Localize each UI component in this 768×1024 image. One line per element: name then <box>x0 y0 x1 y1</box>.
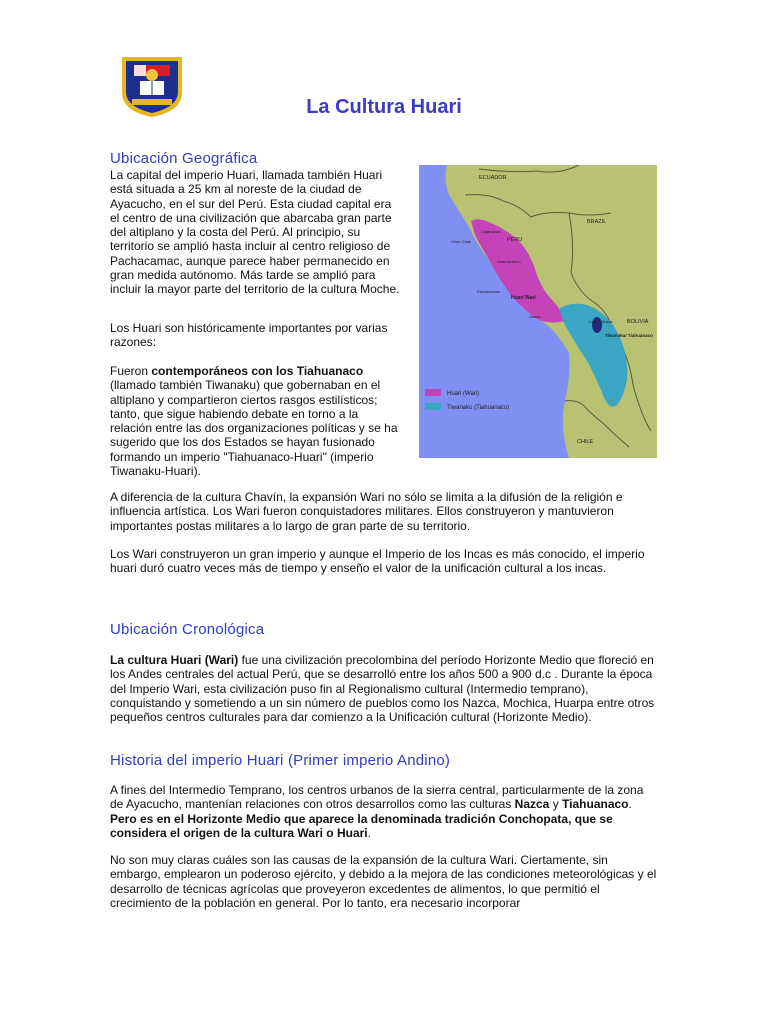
text-span: y <box>549 797 563 812</box>
paragraph-geo-3 <box>110 364 402 478</box>
map-label-chan-chan: Chan Chan <box>451 239 472 244</box>
paragraph-geo-2: Los Huari son históricamente importantes por varias razones: <box>110 321 388 350</box>
paragraph-geo-4: A diferencia de la cultura Chavín, la expansión Wari no sólo se limita a la difusión de la religión e influencia artística. Los Wari fueron conquistadores militares. Ellos construyeron y mantuvieron importantes postas militares a lo largo de gran parte de su territorio. <box>110 490 623 533</box>
text-span: A fines del Intermedio Temprano, los centros urbanos de la sierra central, particularmente de la zona de Ayacucho, mantenían relaciones con otros desarrollos como las culturas <box>110 783 644 812</box>
legend-swatch-huari <box>425 389 441 396</box>
section-heading-geografica: Ubicación Geográfica <box>110 150 258 167</box>
map-label-brazil: BRAZIL <box>587 219 607 225</box>
section-heading-cronologica: Ubicación Cronológica <box>110 621 265 638</box>
map-label-chile: CHILE <box>577 439 594 445</box>
text-span: fue una civilización precolombina del período Horizonte Medio que floreció en los Andes centrales del actual Perú, que se desarrolló entre los años 500 a 900 d.c . Durante la época del Imperio Wari, esta civilización puso fin al Regionalismo cultural (Intermedio temprano), conquistando y sometiendo a un sin número de pueblos como los Nazca, Mochica, Huarpa entre otros pequeños centros culturales para dar comienzo a la Unificación cultural (Horizonte Medio). <box>110 653 655 725</box>
map-label-cajamarca: Cajamarca <box>481 229 501 234</box>
map-label-lake: Lake Titicaca <box>589 319 613 324</box>
legend-label-huari: Huari (Wari) <box>447 391 480 397</box>
bold-text: Pero es en el Horizonte Medio que aparece la denominada tradición Conchopata, que se considera el origen de la cultura Wari o Huari <box>110 811 613 840</box>
paragraph-historia-1 <box>110 783 658 840</box>
map-label-tiwanaku: Tiwanaku/ Tiahuanaco <box>605 333 653 338</box>
map-label-pachacamac: Pachacamac <box>477 289 501 294</box>
document-title: La Cultura Huari <box>306 96 462 118</box>
huari-tiwanaku-map <box>419 165 657 458</box>
map-figure <box>419 165 657 458</box>
map-label-peru: PERU <box>507 237 523 243</box>
map-label-bolivia: BOLIVIA <box>627 319 649 325</box>
bold-text: Tiahuanaco <box>562 797 629 812</box>
bold-text: Nazca <box>514 797 550 812</box>
bold-text: La cultura Huari (Wari) <box>110 653 239 667</box>
map-label-nazca: Nazca <box>529 314 541 319</box>
text-span: Fueron <box>110 364 152 378</box>
section-heading-historia: Historia del imperio Huari (Primer imperio Andino) <box>110 752 451 769</box>
text-span: . <box>367 825 371 840</box>
paragraph-crono-1 <box>110 653 658 724</box>
map-label-huari: Huari Wari <box>511 295 536 301</box>
paragraph-historia-2: No son muy claras cuáles son las causas de la expansión de la cultura Wari. Ciertamente, sin embargo, emplearon un poderoso ejército, y debido a la mejora de las condiciones meteorológicas y el desarrollo de técnicas agrícolas que proveyeron excedentes de alimentos, lo que permitió el crecimiento de la población en general. Por lo tanto, era necesario incorporar <box>110 853 657 910</box>
bold-text: contemporáneos con los Tiahuanaco <box>151 364 364 378</box>
map-label-ecuador: ECUADOR <box>479 175 507 181</box>
text-span: (llamado también Tiwanaku) que gobernaban en el altiplano y compartieron ciertos rasgos estilísticos; tanto, que sigue habiendo debate en torno a la relación entre las dos organizaciones políticas y se ha sugerido que los dos Estados se hayan fusionado formando un imperio "Tiahuanaco-Huari" (imperio Tiwanaku-Huari). <box>110 378 398 479</box>
legend-label-tiwanaku: Tiwanaku (Tiahuanaco) <box>447 405 510 411</box>
text-span: . <box>628 797 632 812</box>
paragraph-geo-5: Los Wari construyeron un gran imperio y aunque el Imperio de los Incas es más conocido, el imperio huari duró cuatro veces más de tiempo y enseño el valor de la unificación cultural a los incas. <box>110 547 645 576</box>
paragraph-geo-1: La capital del imperio Huari, llamada también Huari está situada a 25 km al noreste de la ciudad de Ayacucho, en el sur del Perú. Esta ciudad capital era el centro de una civilización que abarcaba gran parte del altiplano y la costa del Perú. Al principio, su territorio se amplió hasta incluir al centro religioso de Pachacamac, aunque parece haber permanecido en gran medida autónomo. Más tarde se amplió para incluir la mayor parte del territorio de la cultura Moche. <box>110 168 400 297</box>
legend-swatch-tiwanaku <box>425 403 441 410</box>
map-label-huamachuco: Huamachuco <box>497 259 521 264</box>
